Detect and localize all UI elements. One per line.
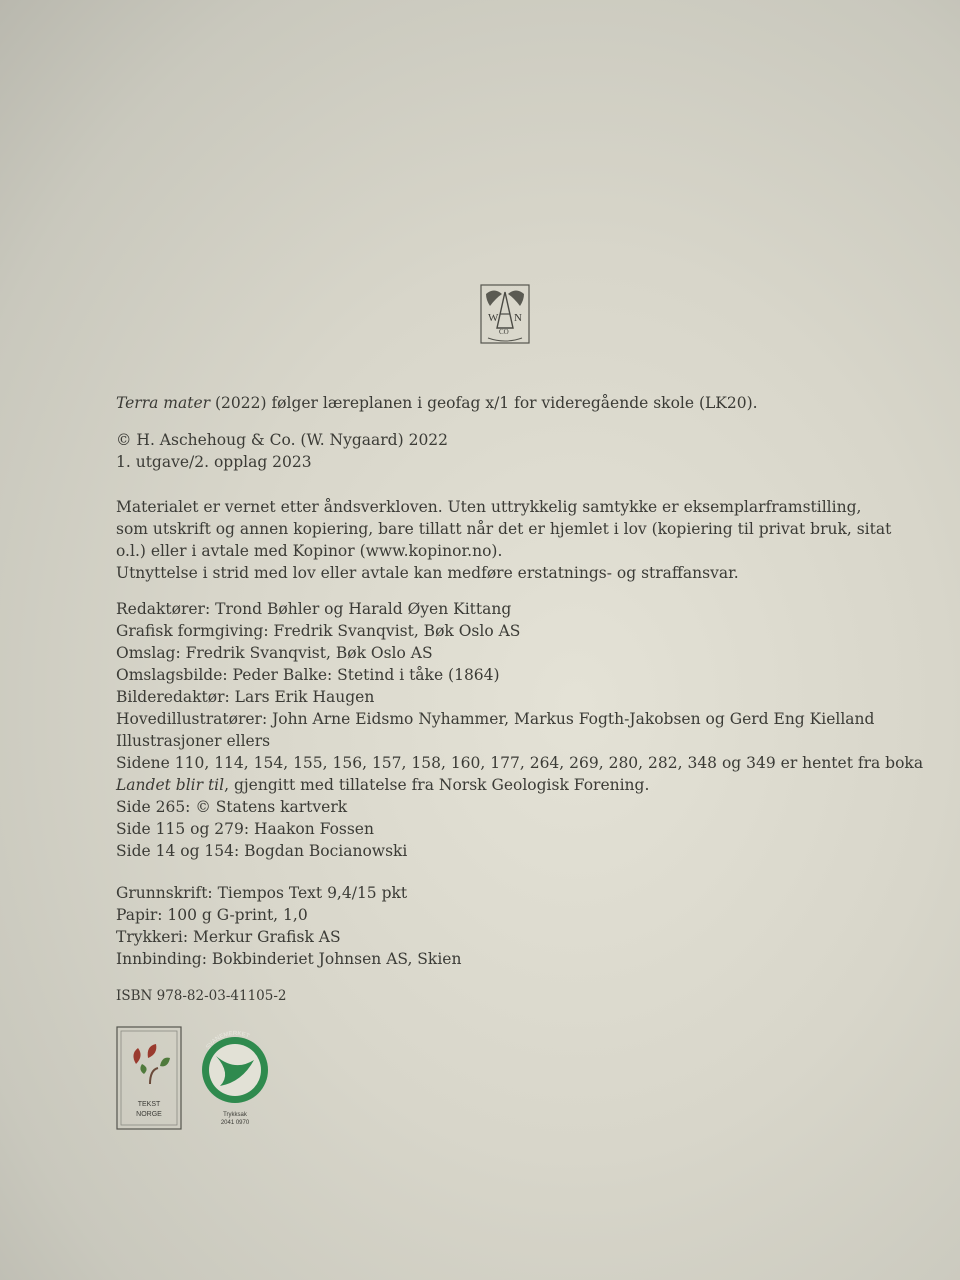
svanemerket-arc-label: SVANEMERKET (205, 1030, 250, 1051)
svanemerket-sub2: 2041 0970 (220, 1120, 250, 1126)
intro-rest: (2022) følger læreplanen i geofag x/1 for videregående skole (LK20). (210, 394, 758, 412)
credit-line: Sidene 110, 114, 154, 155, 156, 157, 158, 160, 177, 264, 269, 280, 282, 348 og 349 er hentet fra boka (116, 754, 924, 772)
legal-section (116, 496, 916, 584)
production-line: Grunnskrift: Tiempos Text 9,4/15 pkt (116, 884, 408, 902)
logo-letter-w: W (488, 312, 499, 324)
credit-line: Side 265: © Statens kartverk (116, 798, 348, 816)
copyright-section (116, 429, 916, 473)
credit-book-line (116, 774, 916, 796)
production-line: Papir: 100 g G-print, 1,0 (116, 906, 308, 924)
isbn-line: ISBN 978-82-03-41105-2 (116, 988, 287, 1004)
credit-line: Omslag: Fredrik Svanqvist, Bøk Oslo AS (116, 644, 433, 662)
production-section (116, 882, 916, 970)
credit-line: Illustrasjoner ellers (116, 732, 271, 750)
tekst-norge-badge-icon (116, 1026, 182, 1130)
credit-line: Redaktører: Trond Bøhler og Harald Øyen Kittang (116, 600, 512, 618)
book-title: Terra mater (116, 394, 211, 412)
intro-line (116, 392, 916, 414)
credit-line: Side 14 og 154: Bogdan Bocianowski (116, 842, 408, 860)
credit-line: Grafisk formgiving: Fredrik Svanqvist, Bøk Oslo AS (116, 622, 521, 640)
norge-label: NORGE (136, 1111, 162, 1118)
credit-line: Bilderedaktør: Lars Erik Haugen (116, 688, 375, 706)
edition-line: 1. utgave/2. opplag 2023 (116, 453, 312, 471)
legal-line: som utskrift og annen kopiering, bare tillatt når det er hjemlet i lov (kopiering til privat bruk, sitat (116, 520, 892, 538)
credit-book-title: Landet blir til (116, 776, 225, 794)
credit-line: Side 115 og 279: Haakon Fossen (116, 820, 374, 838)
certification-badges (116, 1026, 286, 1136)
aschehoug-logo-icon (480, 284, 530, 344)
legal-line: Utnyttelse i strid med lov eller avtale kan medføre erstatnings- og straffansvar. (116, 564, 739, 582)
production-line: Trykkeri: Merkur Grafisk AS (116, 928, 341, 946)
tekst-label: TEKST (137, 1101, 161, 1108)
production-line: Innbinding: Bokbinderiet Johnsen AS, Skien (116, 950, 462, 968)
legal-line: Materialet er vernet etter åndsverkloven. Uten uttrykkelig samtykke er eksemplarframstilling, (116, 498, 862, 516)
credit-line: Omslagsbilde: Peder Balke: Stetind i tåke (1864) (116, 666, 500, 684)
intro-section (116, 392, 916, 414)
svanemerket-badge-icon (196, 1026, 274, 1130)
svanemerket-sub1: Trykksak (223, 1112, 247, 1118)
credit-book-rest: , gjengitt med tillatelse fra Norsk Geologisk Forening. (224, 776, 650, 794)
isbn-section (116, 985, 916, 1007)
logo-letter-co: CO (499, 328, 509, 336)
legal-line: o.l.) eller i avtale med Kopinor (www.kopinor.no). (116, 542, 503, 560)
copyright-line: © H. Aschehoug & Co. (W. Nygaard) 2022 (116, 431, 449, 449)
logo-letter-n: N (514, 312, 522, 324)
credit-line: Hovedillustratører: John Arne Eidsmo Nyhammer, Markus Fogth-Jakobsen og Gerd Eng Kielland (116, 710, 875, 728)
credits-section (116, 598, 924, 862)
